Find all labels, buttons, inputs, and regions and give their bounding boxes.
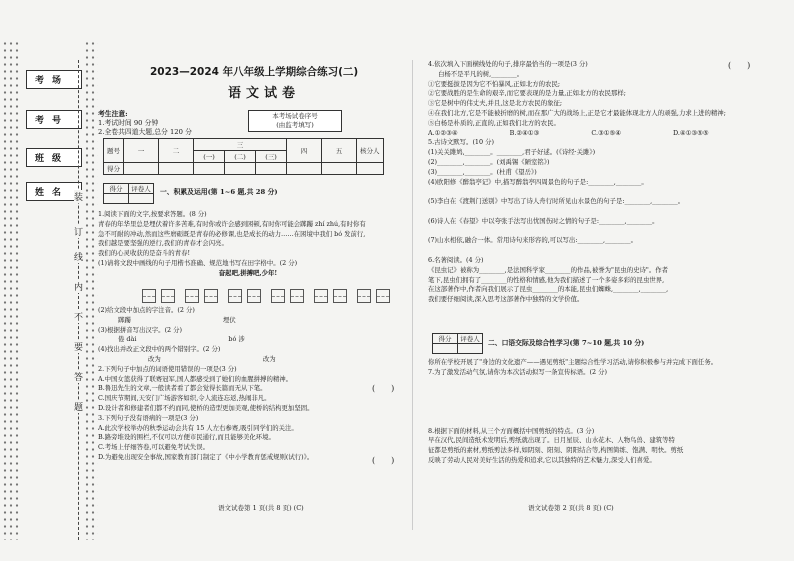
page-footer-1: 语文试卷第 1 页(共 8 页) (C): [218, 504, 304, 512]
word-item: 倦 dài: [118, 335, 137, 344]
recite-item: (6)诗人在《春望》中以夸张手法写出忧国伤时之情的句子是:________,________。: [428, 216, 659, 225]
page-2: [428, 60, 768, 305]
field-name: 姓名: [26, 182, 82, 201]
page-divider: [412, 60, 413, 530]
option-item[interactable]: A.①②③④: [428, 128, 458, 137]
book-line: 《昆虫记》被称为________,是法国科学家________的作品,被誉为"昆虫的史诗"。作者: [428, 265, 669, 274]
passage-line: 我们的心灵收获的是奋斗的青春!: [98, 249, 191, 258]
sentence-item: ⑤白杨是朴质的,正直的,正如我们北方的农民。: [428, 118, 560, 127]
note-item: 2.全卷共四道大题,总分 120 分: [98, 128, 192, 136]
book-line: 在这部著作中,作者向我们展示了昆虫________的本能,昆虫们蜘蛛,________,________,: [428, 285, 669, 294]
grid-cell[interactable]: [142, 289, 156, 303]
answer-bracket[interactable]: ( ): [728, 61, 751, 70]
q1-sub3-answers: [98, 335, 398, 343]
question-8-title: 8.根据下面的材料,从三个方面概括中国剪纸的特点。(3 分): [428, 426, 595, 435]
dot-margin-right: [84, 40, 98, 540]
scorer-label: 评卷人: [129, 184, 154, 194]
binding-char: 线: [74, 250, 83, 263]
grid-cell[interactable]: [228, 289, 242, 303]
score-col: 一: [124, 139, 159, 163]
question-7-title: 7.为了激发活动气氛,请你为本次活动拟写一条宣传标语。(2 分): [428, 367, 607, 376]
word-item: bó 涉: [228, 335, 245, 344]
option-item[interactable]: D.为避免出现安全事故,国家教育部门制定了《中小学教育惩戒规则(试行)》。: [98, 452, 314, 461]
sentence-item: ④在我们北方,它是不能被折磨的树,而在那广大的战场上,正是它才最能体现北方人的顽强,力求上进的精神;: [428, 108, 726, 117]
page-footer-2: 语文试卷第 2 页(共 8 页) (C): [528, 504, 614, 512]
scorer-label: 评卷人: [458, 334, 483, 344]
scorer-label: 得分: [104, 184, 129, 194]
word-item: 踯躅: [118, 315, 131, 324]
copy-sentence: 奋起吧,拼搏吧,少年!: [218, 268, 278, 277]
field-exam-room: 考场: [26, 70, 82, 89]
question-5-title: 5.古诗文默写。(10 分): [428, 138, 494, 147]
score-cell[interactable]: [322, 163, 357, 175]
book-line: 笔下,昆虫们拥有了________的性格和情感,他为我们描述了一个多姿多彩的昆虫世界,: [428, 275, 665, 284]
scorer-label: 得分: [433, 334, 458, 344]
grid-cell[interactable]: [247, 289, 261, 303]
notes: [98, 110, 192, 137]
binding-char: 内: [74, 280, 83, 293]
option-item[interactable]: C.③①⑤④: [591, 128, 621, 137]
score-cell[interactable]: [256, 163, 287, 175]
option-item[interactable]: A.此次学校举办的秋季运动会共有 15 人左右参赛,吸引同学们的关注。: [98, 423, 298, 432]
recite-item: (5)李白在《渡荆门送别》中写出了诗人舟行时所见山水景色的句子是:________,________。: [428, 197, 685, 206]
sentence-item: ①它要挺拔是因为它不怕暴风,正如北方的农民;: [428, 79, 560, 88]
section-2-title: 二、口语交际及综合性学习(第 7~10 题,共 10 分): [488, 339, 645, 347]
material-line: 征都是剪纸的素材,剪纸剪法多样,如阴刻、阳刻、阴阳结合等,构图简练、饱满、明快。剪纸: [428, 446, 684, 455]
score-row-label: 得分: [104, 163, 124, 175]
option-item[interactable]: B.路旁堆设的围栏,不仅可以方便市民通行,而且能够美化环境。: [98, 433, 275, 442]
material-line: 反映了劳动人民对美好生活的热爱和追求,它以其独特的艺术魅力,深受人们喜爱。: [428, 455, 656, 464]
option-item[interactable]: B.鲁迅先生的文章,一般读者看了都会觉得长篇而无从下笔。: [98, 384, 267, 393]
seat-box-label: 本考场试卷序号: [272, 112, 318, 120]
option-item[interactable]: B.②④①③: [509, 128, 540, 137]
option-item[interactable]: C.国庆节期间,天安门广场游客如织,令人流连忘返,热闹非凡。: [98, 394, 271, 403]
grid-cell[interactable]: [204, 289, 218, 303]
page-1-lower: [98, 306, 398, 463]
score-cell[interactable]: [159, 163, 194, 175]
question-6-title: 6.名著阅读。(4 分): [428, 255, 484, 264]
score-subcol: (一): [194, 151, 225, 163]
binding-strip: [0, 40, 100, 540]
grid-cell[interactable]: [333, 289, 347, 303]
sentence-item: ②它要战胜的是生命的艰辛,而它要表现的是力量,正如北方的农民那样;: [428, 89, 626, 98]
field-class: 班级: [26, 148, 82, 167]
scorer-cell[interactable]: [104, 194, 129, 204]
question-4-title: 4.依次填入下面横线处的句子,排序最恰当的一项是(3 分): [428, 60, 588, 68]
score-cell[interactable]: [124, 163, 159, 175]
score-cell[interactable]: [357, 163, 384, 175]
option-item[interactable]: D.④①③⑤⑤: [672, 128, 709, 137]
score-col: 核分人: [357, 139, 384, 163]
sentence-item: ③它是树中的伟丈夫,并且,这是北方农民的象征;: [428, 99, 563, 108]
question-3-title: 3.下列句子没有语病的一项是(3 分): [98, 413, 199, 422]
recite-item: (1)关关雎鸠,________。________,君子好逑。(《诗经·关雎》): [428, 148, 596, 157]
page-2-lower: [428, 358, 768, 466]
score-table: [103, 138, 384, 175]
scorer-cell[interactable]: [129, 194, 154, 204]
score-subcol: (二): [225, 151, 256, 163]
question-1-sub3: (3)根据拼音写出汉字。(2 分): [98, 325, 183, 334]
page-1: [98, 210, 398, 279]
page-title: 2023—2024 年八年级上学期综合练习(二): [150, 66, 359, 78]
scorer-box-2: [432, 333, 483, 354]
grid-cell[interactable]: [271, 289, 285, 303]
notes-title: 考生注意:: [98, 110, 128, 118]
score-col: 四: [287, 139, 322, 163]
word-item: 埋伏: [222, 315, 236, 324]
section-2-lead: 你所在学校开展了"身边的文化遗产——遇见剪纸"主题综合性学习活动,请你积极参与并完成下面任务。: [428, 358, 718, 366]
scorer-cell[interactable]: [433, 344, 458, 354]
score-col: 二: [159, 139, 194, 163]
question-1-sub1: (1)请将文段中画线的句子用楷书准确、规范地书写在田字格中。(2 分): [98, 258, 298, 267]
scorer-cell[interactable]: [458, 344, 483, 354]
passage-line: 青春的年华里总是埋伏着许多苦难,有时你或许会感到困顿,有时你可能会踯躅 zhí zhú,有时你有: [98, 219, 366, 228]
binding-char: 答: [74, 370, 83, 383]
passage-line: 急不可耐的冲动,然而这些磨砺既是青春的必修课,也是成长的动力……在困境中我们 bó 发前行,: [98, 229, 366, 238]
option-item[interactable]: D.设计者和修建者们都不约而同,使桥的造型更加美观,使桥的结构更加坚固。: [98, 403, 314, 412]
binding-line: [78, 60, 79, 540]
question-2-title: 2.下列句子中加点的词语使用错误的一项是(3 分): [98, 364, 237, 373]
score-cell[interactable]: [225, 163, 256, 175]
score-col: 五: [322, 139, 357, 163]
grid-cell[interactable]: [185, 289, 199, 303]
scorer-box-1: [103, 183, 154, 204]
fix-item: 改为: [262, 354, 276, 363]
grid-cell[interactable]: [314, 289, 328, 303]
dot-margin: [2, 40, 20, 540]
score-cell[interactable]: [287, 163, 322, 175]
grid-cell[interactable]: [161, 289, 175, 303]
book-line: 我们要仔细阅读,深入思考这部著作中独特的文学价值。: [428, 295, 584, 304]
question-1-sub2: (2)给文段中加点的字注音。(2 分): [98, 306, 195, 314]
grid-cell[interactable]: [290, 289, 304, 303]
writing-grid[interactable]: [142, 288, 395, 307]
binding-char: 题: [74, 400, 83, 413]
option-item[interactable]: C.考场上仔细答卷,可以避免考试失误。: [98, 443, 209, 452]
score-col: 三: [194, 139, 287, 151]
section-1-title: 一、积累及运用(第 1~6 题,共 28 分): [160, 188, 278, 196]
recite-item: (4)欧阳修《醉翁亭记》中,描写醉翁亭四周景色的句子是:________,________。: [428, 177, 648, 186]
question-1-title: 1.阅读下面的文字,按要求答题。(8 分): [98, 210, 207, 218]
binding-char: 装: [74, 190, 83, 203]
binding-char: 订: [74, 225, 83, 238]
q1-sub4-answers: [98, 355, 398, 363]
fix-item: 改为: [148, 354, 161, 363]
material-line: 早在汉代,民间造纸术发明后,剪纸就出现了。日月星辰、山水花木、人物鸟兽、建筑等特: [428, 436, 675, 445]
seat-number-box[interactable]: [248, 110, 342, 132]
q1-sub2-answers: [98, 316, 398, 324]
note-item: 1.考试时间 90 分钟: [98, 119, 159, 127]
grid-cell[interactable]: [376, 289, 390, 303]
score-subcol: (三): [256, 151, 287, 163]
question-1-sub4: (4)找出并改正文段中的两个错别字。(2 分): [98, 345, 221, 354]
question-4-lead: 白杨不是平凡的树,________。: [438, 69, 524, 78]
q4-options: [428, 129, 768, 137]
binding-char: 不: [74, 310, 83, 323]
seat-box-hint: (由监考填写): [276, 121, 314, 129]
grid-cell[interactable]: [357, 289, 371, 303]
score-head: 题号: [104, 139, 124, 163]
recite-item: (3)________,________。(杜甫《望岳》): [428, 167, 537, 176]
recite-item: (2)________,________。(刘禹锡《陋室铭》): [428, 157, 550, 166]
score-cell[interactable]: [194, 163, 225, 175]
passage-line: 我们越是要坚强的逆行,我们的青春才会闪亮。: [98, 239, 228, 248]
field-exam-number: 考号: [26, 110, 82, 129]
exam-subject: 语文试卷: [228, 86, 301, 101]
answer-bracket[interactable]: ( ): [372, 384, 395, 393]
option-item[interactable]: A.中国女篮获得了联赛冠军,国人都感受到了她们的血腥拼搏的精神。: [98, 374, 293, 383]
recite-item: (7)山水相依,融合一体。常用诗句来形容的,可以写出:________,________。: [428, 236, 638, 245]
answer-bracket[interactable]: ( ): [372, 456, 395, 465]
binding-char: 要: [74, 340, 83, 353]
